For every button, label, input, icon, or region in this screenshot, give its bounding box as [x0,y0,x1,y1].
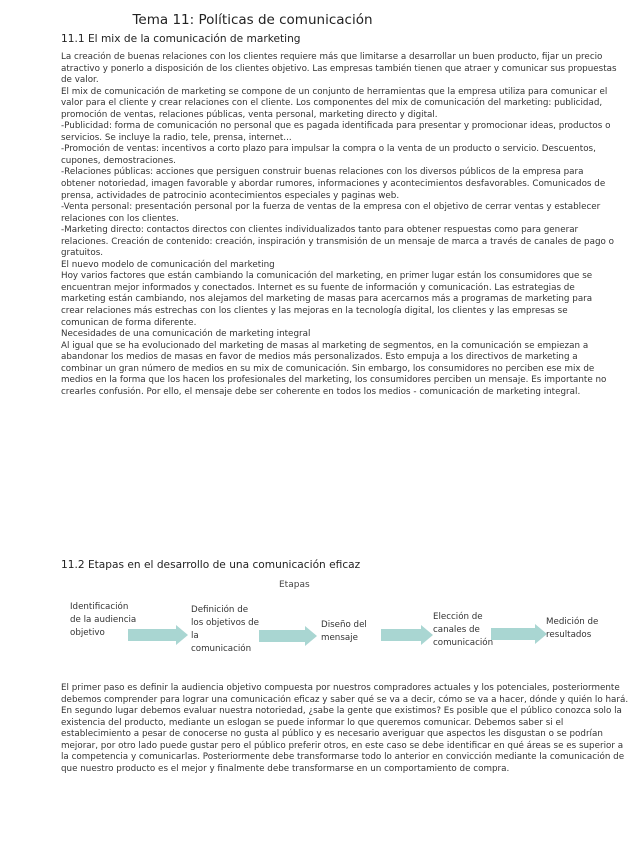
paragraph-relaciones-publicas: -Relaciones públicas: acciones que persiguen construir buenas relaciones con los diversos públicos de la empresa para obtener notoriedad, imagen favorable y abordar rumores, informaciones y acontecimientos desfavorables. Comunicados de prensa, actividades de patrocinio acontecimientos especiales y paginas web. [61,167,606,201]
arrow-right-icon [381,625,433,645]
arrow-right-icon [259,626,317,646]
paragraph-intro: La creación de buenas relaciones con los clientes requiere más que limitarse a desarrollar un buen producto, fijar un precio atractivo y ponerlo a disposición de los clientes objetivo. Las empresas también tienen que atraer y comunicar sus propuestas de valor. [61,52,617,86]
top-edge [0,0,636,3]
etapas-diagram [61,579,617,679]
paragraph-mix-definition: El mix de comunicación de marketing se compone de un conjunto de herramientas que la empresa utiliza para comunicar el valor para el cliente y crear relaciones con el cliente. Los componentes del mix de comunicación del marketing: publicidad, promoción de ventas, relaciones públicas, venta personal, marketing directo y digital. [61,86,608,120]
paragraph-integral: Al igual que se ha evolucionado del marketing de masas al marketing de segmentos, en la comunicación se empiezan a abandonar los medios de masas en favor de medios más personalizados. Esto empuja a los directivos de marketing a combinar un gran número de medios en su mix de comunicación. Sin embargo, los consumidores no perciben ese mix de medios en la forma que los hacen los profesionales del marketing, los consumidores perciben un mensaje. Es importante no crearles confusión. Por ello, el mensaje debe ser coherente en todos los medios - comunicación de marketing integral. [61,340,607,397]
step-identificacion: Identificación de la audiencia objetivo [70,602,137,638]
paragraph-promocion: -Promoción de ventas: incentivos a corto plazo para impulsar la compra o la venta de un producto o servicio. Descuentos, cupones, demostraciones. [61,144,596,166]
arrow-right-icon [491,624,547,644]
paragraph-publicidad: -Publicidad: forma de comunicación no personal que es pagada identificada para presentar y promocionar ideas, productos o servicios. Se incluye la radio, tele, prensa, internet... [61,121,611,143]
subheading-nuevo-modelo: El nuevo modelo de comunicación del marketing [61,259,275,270]
step-diseno-mensaje: Diseño del mensaje [321,620,367,643]
section-body-etapas [61,683,629,775]
step-medicion-resultados: Medición de resultados [546,617,599,640]
step-definicion-objetivos: Definición de los objetivos de la comunicación [191,605,260,654]
section-heading-mix: 11.1 El mix de la comunicación de marketing [61,33,301,45]
page-title: Tema 11: Políticas de comunicación [132,12,373,28]
subheading-integral: Necesidades de una comunicación de marketing integral [61,329,311,340]
paragraph-venta-personal: -Venta personal: presentación personal por la fuerza de ventas de la empresa con el objetivo de cerrar ventas y establecer relaciones con los clientes. [61,202,601,224]
section-heading-etapas: 11.2 Etapas en el desarrollo de una comunicación eficaz [61,559,361,571]
diagram-title: Etapas [279,580,310,590]
section-body-mix [61,52,617,398]
arrow-right-icon [128,625,188,645]
step-eleccion-canales: Elección de canales de comunicación [433,612,494,648]
paragraph-marketing-directo: -Marketing directo: contactos directos con clientes individualizados tanto para obtener respuestas como para generar relaciones. Creación de contenido: creación, inspiración y transmisión de un mensaje de marca a través de canales de pago o gratuitos. [61,225,615,259]
paragraph-etapas: El primer paso es definir la audiencia objetivo compuesta por nuestros compradores actuales y los potenciales, posteriormente debemos comprender para lograr una comunicación eficaz y saber qué se va a decir, cómo se va a hacer, dónde y quién lo hará. En segundo lugar debemos evaluar nuestra notoriedad, ¿sabe la gente que existimos? Es posible que el público conozca solo la existencia del producto, mediante un eslogan se puede informar lo que queremos comunicar. Debemos saber si el establecimiento a pesar de conocerse no gusta al público y es necesario averiguar que aspectos les disgustan o se podrían mejorar, por otro lado puede gustar pero el público preferir otros, en este caso se debe identificar en qué áreas se es superior a la competencia y comunicarlas. Posteriormente debe transformarse todo lo anterior en convicción mediante la comunicación de que nuestro producto es el mejor y finalmente debe transformarse en un comportamiento de compra. [61,683,629,774]
paragraph-nuevo-modelo: Hoy varios factores que están cambiando la comunicación del marketing, en primer lugar están los consumidores que se encuentran mejor informados y conectados. Internet es su fuente de información y comunicación. Las estrategias de marketing están cambiando, nos alejamos del marketing de masas para acercarnos más a programas de marketing para crear relaciones más estrechas con los clientes y las mejoras en la tecnología digital, los clientes y las empresas se comunican de forma diferente. [61,271,593,328]
